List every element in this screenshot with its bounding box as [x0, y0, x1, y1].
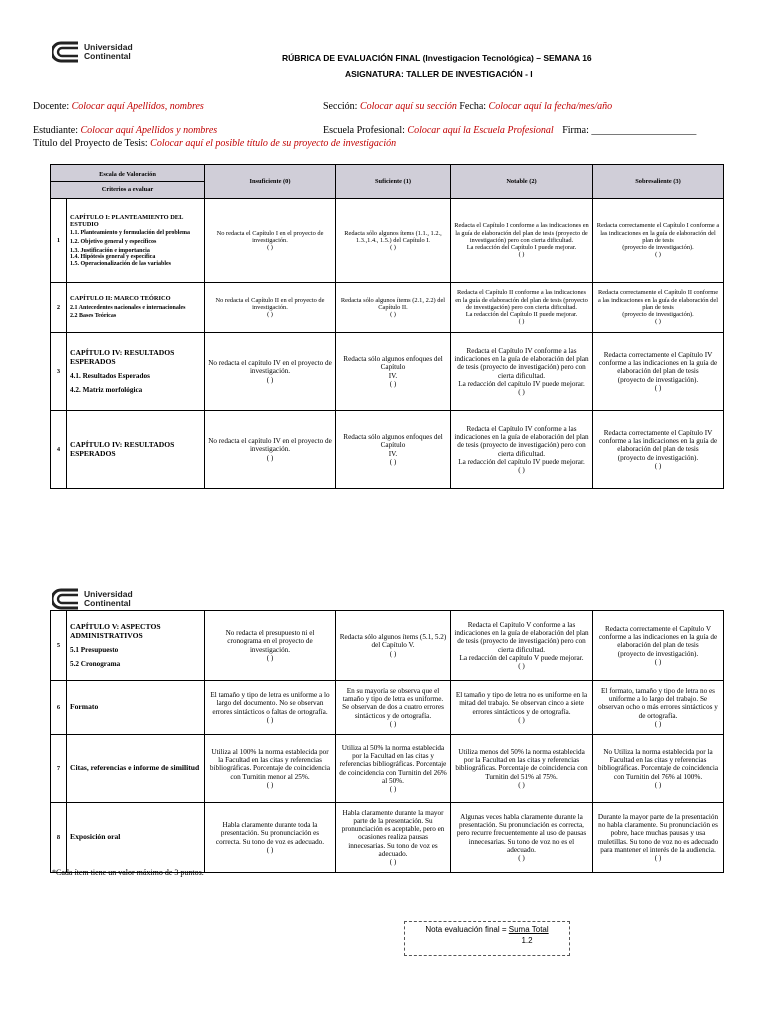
nota-denominator: 1.2 [521, 936, 533, 945]
level-c1: Redacta sólo algunos ítems (1.1., 1.2., 1.3.,1.4., 1.5.) del Capítulo I. ( ) [336, 199, 451, 283]
level-c1: Redacta sólo algunos enfoques del Capítulo IV. ( ) [336, 411, 451, 489]
estudiante-label: Estudiante: [33, 125, 78, 136]
level-c1: En su mayoría se observa que el tamaño y tipo de letra es uniforme. Se observan de dos a cuatro errores sintácticos y de ortografía. ( ) [336, 681, 451, 735]
table-row [51, 199, 724, 283]
level-c1: Redacta sólo algunos enfoques del Capítulo IV. ( ) [336, 333, 451, 411]
rubric-table-1 [50, 164, 724, 489]
criterion-title: CAPÍTULO II: MARCO TEÓRICO [70, 295, 171, 303]
table-row [51, 283, 724, 333]
logo-line2: Continental [84, 51, 131, 61]
level-c3: Redacta correctamente el Capítulo II conforme a las indicaciones en la guía de elaboración del plan de tesis (proyecto de investigación). ( ) [593, 283, 724, 333]
criterion-title: Citas, referencias e informe de similitud [70, 763, 200, 773]
criterion-title: CAPÍTULO IV: RESULTADOS ESPERADOS [70, 348, 175, 366]
escuela-field[interactable] [323, 125, 696, 136]
table-row [51, 333, 724, 411]
row-number: 8 [51, 803, 67, 873]
table-row [51, 411, 724, 489]
criterion-cell [67, 803, 205, 873]
university-logo-icon [52, 40, 80, 64]
level-c0: No redacta el capítulo IV en el proyecto de investigación. ( ) [205, 411, 336, 489]
titulo-value: Colocar aquí el posible título de su proyecto de investigación [150, 138, 397, 149]
level-c2: Algunas veces habla claramente durante la presentación. Su pronunciación es correcta, pero recurre frecuentemente al uso de pausas innecesarias. Su tono de voz no es el adecuado. ( ) [451, 803, 593, 873]
level-c2: Redacta el Capítulo V conforme a las indicaciones en la guía de elaboración del plan de tesis (proyecto de investigación) pero con cierta dificultad. La redacción del capítulo V puede mejorar. ( ) [451, 611, 593, 681]
docente-value: Colocar aquí Apellidos, nombres [71, 101, 204, 112]
row-number: 2 [51, 283, 67, 333]
criterion-cell [67, 333, 205, 411]
row-number: 6 [51, 681, 67, 735]
level-c3: No Utiliza la norma establecida por la Facultad en las citas y referencias bibliográficas. Porcentaje de coincidencia con Turnitin del 76% al 100%. ( ) [593, 735, 724, 803]
row-number: 3 [51, 333, 67, 411]
row-number: 4 [51, 411, 67, 489]
document-title: RÚBRICA DE EVALUACIÓN FINAL (Investigacion Tecnológica) – SEMANA 16 [282, 53, 592, 63]
escuela-value: Colocar aquí la Escuela Profesional [407, 125, 554, 136]
fecha-label: Fecha: [459, 101, 487, 112]
level-c0: El tamaño y tipo de letra es uniforme a lo largo del documento. No se observan errores sintácticos o faltas de ortografía. ( ) [205, 681, 336, 735]
level-c1: Redacta sólo algunos ítems (5.1, 5.2) del Capítulo V. ( ) [336, 611, 451, 681]
level-c0: Habla claramente durante toda la presentación. Su pronunciación es correcta. Su tono de voz es adecuado. ( ) [205, 803, 336, 873]
criterion-cell [67, 199, 205, 283]
level-c2: El tamaño y tipo de letra no es uniforme en la mitad del trabajo. Se observan cinco a siete errores sintácticos y de ortografía. ( ) [451, 681, 593, 735]
rubric-table-2 [50, 610, 724, 873]
criterion-subitem: 2.1 Antecedentes nacionales e internacionales [70, 304, 186, 311]
docente-label: Docente: [33, 101, 70, 112]
level-c3: Durante la mayor parte de la presentación no habla claramente. Su pronunciación es pobre, hace muchas pausas y usa muletillas. Su tono de voz no es adecuado para mantener el interés de la audiencia. ( ) [593, 803, 724, 873]
level-c2: Redacta el Capítulo II conforme a las indicaciones en la guía de elaboración del plan de tesis (proyecto de investigación) pero con cierta dificultad. La redacción del Capítulo II puede mejorar. ( ) [451, 283, 593, 333]
titulo-label: Título del Proyecto de Tesis: [33, 138, 148, 149]
criterion-subitem: 1.1. Planteamiento y formulación del problema [70, 230, 191, 237]
level-c3: Redacta correctamente el Capítulo IV conforme a las indicaciones en la guía de elaboración del plan de tesis (proyecto de investigación). ( ) [593, 411, 724, 489]
header-suficiente: Suficiente (1) [336, 165, 451, 199]
row-number: 5 [51, 611, 67, 681]
level-c3: Redacta correctamente el Capítulo IV conforme a las indicaciones en la guía de elaboración del plan de tesis (proyecto de investigación). ( ) [593, 333, 724, 411]
logo-line2: Continental [84, 598, 131, 608]
nota-box [404, 921, 570, 956]
criterion-cell [67, 611, 205, 681]
level-c3: El formato, tamaño y tipo de letra no es uniforme a lo largo del trabajo. Se observan ocho o más errores sintácticos y de ortografía. ( ) [593, 681, 724, 735]
table-row [51, 735, 724, 803]
subject-title: ASIGNATURA: TALLER DE INVESTIGACIÓN - I [345, 69, 533, 79]
level-c2: Utiliza menos del 50% la norma establecida por la Facultad en las citas y referencias bibliográficas. Porcentaje de coincidencia con Turnitin del 51% al 75%. ( ) [451, 735, 593, 803]
criterion-title: CAPÍTULO I: PLANTEAMIENTO DEL ESTUDIO [70, 213, 183, 229]
estudiante-value: Colocar aquí Apellidos y nombres [80, 125, 218, 136]
nota-numerator: Suma Total [508, 925, 549, 934]
level-c1: Redacta sólo algunos ítems (2.1, 2.2) del Capítulo II. ( ) [336, 283, 451, 333]
criterion-cell [67, 681, 205, 735]
university-logo-icon [52, 587, 80, 611]
level-c0: No redacta el presupuesto ni el cronograma en el proyecto de investigación. ( ) [205, 611, 336, 681]
level-c0: No redacta el Capítulo I en el proyecto de investigación. ( ) [205, 199, 336, 283]
header-sobresaliente: Sobresaliente (3) [593, 165, 724, 199]
titulo-field[interactable] [33, 138, 396, 149]
row-number: 1 [51, 199, 67, 283]
level-c3: Redacta correctamente el Capítulo V conforme a las indicaciones en la guía de elaboración del plan de tesis (proyecto de investigación). ( ) [593, 611, 724, 681]
level-c1: Utiliza al 50% la norma establecida por la Facultad en las citas y referencias bibliográficas. Porcentaje de coincidencia con Turnitin del 26% al 50%. ( ) [336, 735, 451, 803]
university-logo-2 [52, 587, 133, 611]
nota-label: Nota evaluación final = [425, 925, 507, 934]
header-notable: Notable (2) [451, 165, 593, 199]
criterion-cell [67, 735, 205, 803]
logo-line1: Universidad [84, 589, 133, 599]
estudiante-field[interactable] [33, 125, 217, 136]
level-c1: Habla claramente durante la mayor parte de la presentación. Su pronunciación es aceptable, pero en ocasiones realiza pausas innecesarias. Su tono de voz es adecuado. ( ) [336, 803, 451, 873]
header-escala: Escala de Valoración [51, 167, 204, 182]
criterion-subitem: 1.2. Objetivo general y específicos [70, 238, 157, 245]
firma-label: Firma: _____________________ [562, 125, 697, 136]
criterion-subitem: 4.1. Resultados Esperados [70, 371, 150, 380]
header-insuficiente: Insuficiente (0) [205, 165, 336, 199]
criterion-title: CAPÍTULO IV: RESULTADOS ESPERADOS [70, 440, 175, 458]
footnote: *Cada ítem tiene un valor máximo de 3 puntos. [52, 868, 204, 877]
seccion-value: Colocar aquí su sección [359, 101, 457, 112]
table-row [51, 803, 724, 873]
row-number: 7 [51, 735, 67, 803]
header-criterios: Criterios a evaluar [101, 186, 154, 193]
seccion-fecha-field[interactable] [323, 101, 612, 112]
criterion-subitem: 4.2. Matriz morfológica [70, 385, 143, 394]
fecha-value: Colocar aquí la fecha/mes/año [488, 101, 613, 112]
level-c0: Utiliza al 100% la norma establecida por la Facultad en las citas y referencias bibliográficas. Porcentaje de coincidencia con Turnitin menor al 25%. ( ) [205, 735, 336, 803]
criterion-subitem: 1.3. Justificación e importancia 1.4. Hipótesis general y específica 1.5. Operacionalización de las variables [70, 247, 171, 267]
level-c2: Redacta el Capítulo I conforme a las indicaciones en la guía de elaboración del plan de tesis (proyecto de investigación) pero con cierta dificultad. La redacción del Capítulo I puede mejorar. ( ) [451, 199, 593, 283]
escuela-label: Escuela Profesional: [323, 125, 405, 136]
criterion-subitem: 5.1 Presupuesto [70, 645, 119, 654]
table-row [51, 681, 724, 735]
seccion-label: Sección: [323, 101, 358, 112]
docente-field[interactable] [33, 101, 204, 112]
criterion-title: CAPÍTULO V: ASPECTOS ADMINISTRATIVOS [70, 622, 161, 640]
table-row [51, 611, 724, 681]
level-c0: No redacta el capítulo IV en el proyecto de investigación. ( ) [205, 333, 336, 411]
level-c3: Redacta correctamente el Capítulo I conforme a las indicaciones en la guía de elaboración del plan de tesis (proyecto de investigación). ( ) [593, 199, 724, 283]
criterion-title: Exposición oral [70, 832, 121, 842]
criterion-cell [67, 283, 205, 333]
level-c2: Redacta el Capítulo IV conforme a las indicaciones en la guía de elaboración del plan de tesis (proyecto de investigación) pero con cierta dificultad. La redacción del capítulo IV puede mejorar. ( ) [451, 411, 593, 489]
logo-line1: Universidad [84, 42, 133, 52]
criterion-title: Formato [70, 702, 99, 712]
level-c2: Redacta el Capítulo IV conforme a las indicaciones en la guía de elaboración del plan de tesis (proyecto de investigación) pero con cierta dificultad. La redacción del capítulo IV puede mejorar. ( ) [451, 333, 593, 411]
criterion-subitem: 5.2 Cronograma [70, 659, 121, 668]
criterion-cell [67, 411, 205, 489]
criterion-subitem: 2.2 Bases Teóricas [70, 313, 117, 320]
level-c0: No redacta el Capítulo II en el proyecto de investigación. ( ) [205, 283, 336, 333]
university-logo [52, 40, 133, 64]
